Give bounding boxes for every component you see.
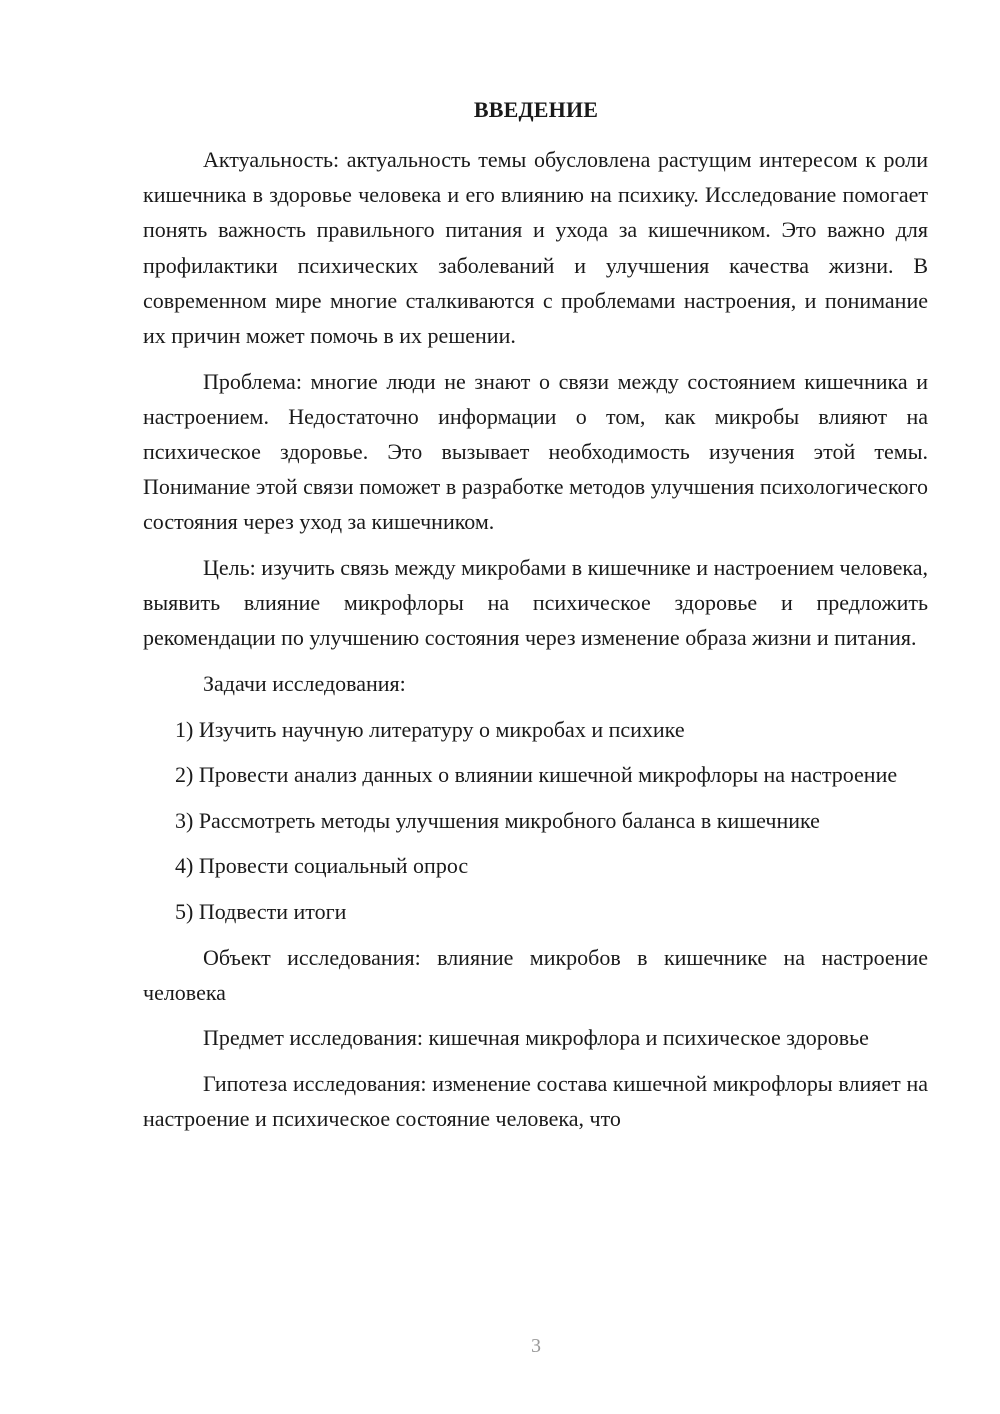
paragraph-object: Объект исследования: влияние микробов в кишечнике на настроение человека [143, 944, 928, 1005]
task-item-5: 5) Подвести итоги [175, 898, 347, 924]
task-item-1: 1) Изучить научную литературу о микробах и психике [175, 716, 685, 742]
task-item-4: 4) Провести социальный опрос [175, 853, 469, 879]
paragraph-hypothesis: Гипотеза исследования: изменение состава кишечной микрофлоры влияет на настроение и психическое состояние человека, что [143, 1070, 928, 1132]
task-item-2: 2) Провести анализ данных о влиянии кишечной микрофлоры на настроение [175, 762, 898, 788]
paragraph-subject: Предмет исследования: кишечная микрофлора и психическое здоровье [203, 1025, 869, 1051]
body-text [143, 142, 928, 1147]
paragraph-relevance: Актуальность: актуальность темы обусловлена растущим интересом к роли кишечника в здоровье человека и его влиянию на психику. Исследование помогает понять важность правильного питания и ухода за кишечником. Это важно для профилактики психических заболеваний и улучшения качества жизни. В современном мире многие сталкиваются с проблемами настроения, и понимание их причин может помочь в их решении. [143, 147, 928, 349]
paragraph-goal: Цель: изучить связь между микробами в кишечнике и настроением человека, выявить влияние микрофлоры на психическое здоровье и предложить рекомендации по улучшению состояния через изменение образа жизни и питания. [143, 555, 928, 651]
task-item-3: 3) Рассмотреть методы улучшения микробного баланса в кишечнике [175, 807, 820, 833]
paragraph-problem: Проблема: многие люди не знают о связи между состоянием кишечника и настроением. Недостаточно информации о том, как микробы влияют на психическое здоровье. Это вызывает необходимость изучения этой темы. Понимание этой связи поможет в разработке методов улучшения психологического состояния через уход за кишечником. [143, 368, 928, 535]
section-heading: ВВЕДЕНИЕ [473, 97, 599, 122]
paragraph-tasks-heading: Задачи исследования: [203, 671, 406, 697]
page-number: 3 [531, 1335, 541, 1357]
